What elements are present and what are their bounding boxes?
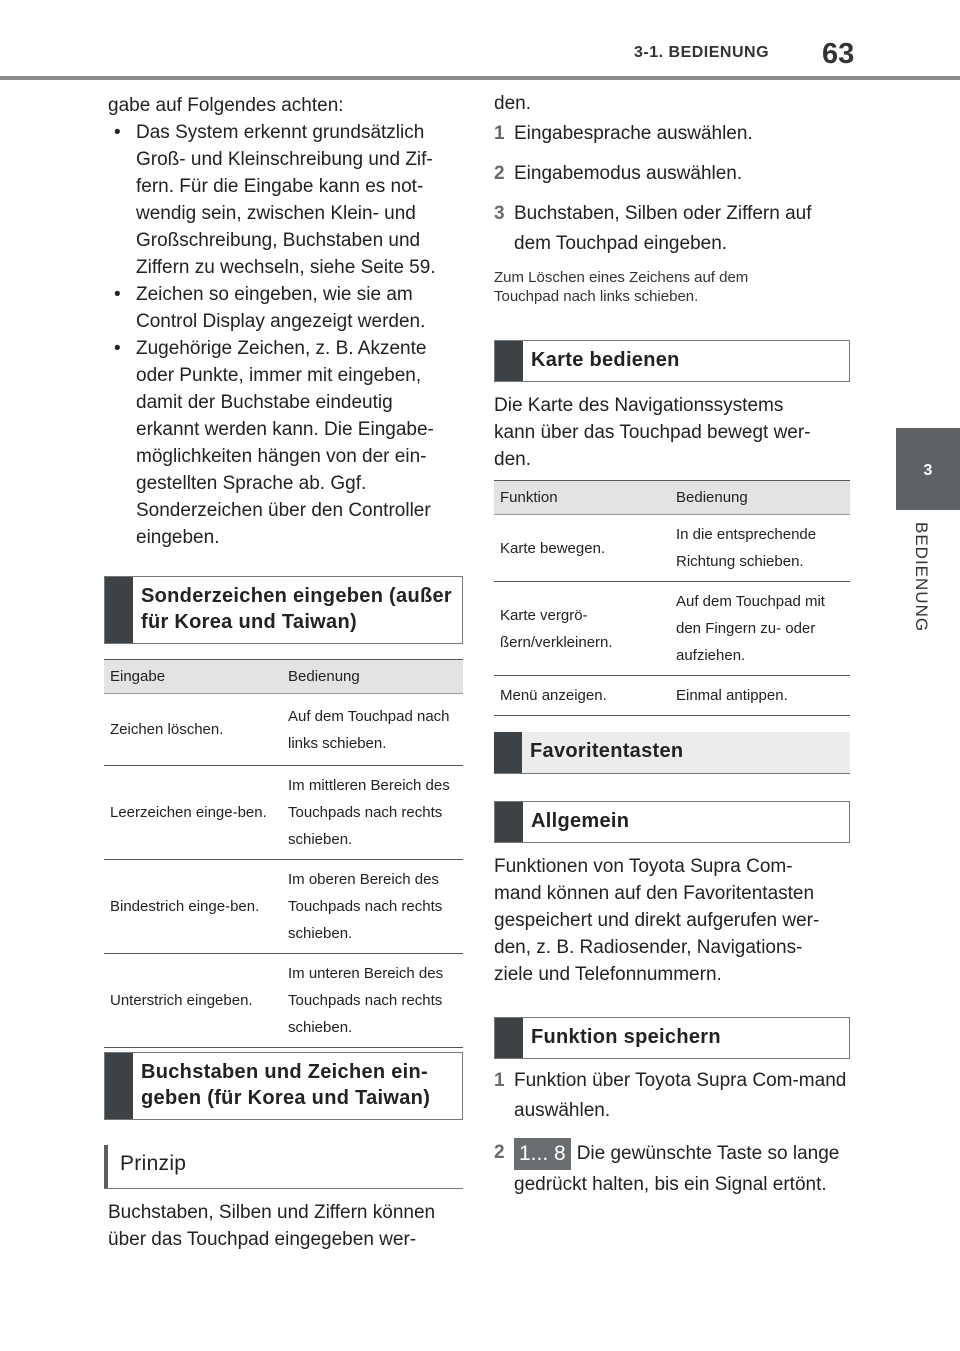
table-row	[104, 766, 463, 860]
section-header-allgemein	[494, 801, 850, 843]
karte-text: Die Karte des Navigationssystems kann über das Touchpad bewegt wer-den.	[494, 395, 811, 470]
step-text: Eingabemodus auswählen.	[514, 163, 743, 184]
chapter-tab[interactable]: 3	[896, 428, 960, 510]
step-item	[494, 119, 850, 149]
map-table	[494, 480, 850, 716]
header-divider	[0, 76, 960, 80]
page-number: 63	[822, 38, 855, 70]
column-header: Funktion	[494, 481, 670, 515]
table-row	[104, 694, 463, 766]
table-cell: Im oberen Bereich des Touchpads nach rechts schieben.	[282, 860, 463, 954]
table-cell: In die entsprechende Richtung schieben.	[670, 515, 850, 582]
list-item: • Das System erkennt grundsätzlich Groß- und Kleinschreibung und Zif-fern. Für die Eingabe kann es not-wendig sein, zwischen Klein- und Großschreibung, Buchstaben und Ziffern zu wechseln, siehe Seite 59.	[108, 119, 458, 281]
section-title: Favoritentasten	[530, 740, 684, 762]
step-number: 2	[494, 163, 505, 184]
section-header-karte	[494, 340, 850, 382]
table-cell: Einmal antippen.	[670, 676, 850, 716]
section-title: Funktion speichern	[531, 1026, 721, 1048]
left-intro: gabe auf Folgendes achten:	[108, 95, 344, 116]
section-title: Allgemein	[531, 810, 630, 832]
step-text: Eingabesprache auswählen.	[514, 123, 753, 144]
table-cell: Karte bewegen.	[494, 515, 670, 582]
step-text: Buchstaben, Silben oder Ziffern auf dem Touchpad eingeben.	[514, 203, 812, 254]
table-cell: Unterstrich eingeben.	[104, 954, 282, 1048]
table-row	[104, 860, 463, 954]
chapter-side-label: BEDIENUNG	[912, 522, 931, 633]
note-text: Zum Löschen eines Zeichens auf dem Touchpad nach links schieben.	[494, 269, 749, 305]
table-cell: Im mittleren Bereich des Touchpads nach rechts schieben.	[282, 766, 463, 860]
step-item	[494, 199, 850, 259]
table-row	[494, 676, 850, 716]
section-header-favoriten	[494, 732, 850, 774]
favorite-key-icon: 1... 8	[514, 1138, 571, 1170]
steps-input	[494, 119, 850, 259]
section-marker	[105, 1053, 133, 1119]
table-row	[494, 515, 850, 582]
section-marker	[494, 732, 522, 773]
section-header-special-chars	[104, 576, 463, 644]
section-marker	[495, 1018, 523, 1058]
table-cell: Auf dem Touchpad mit den Fingern zu- oder aufziehen.	[670, 582, 850, 676]
table-row	[494, 582, 850, 676]
section-title: Karte bedienen	[531, 349, 680, 371]
table-header-row	[494, 481, 850, 515]
table-cell: Menü anzeigen.	[494, 676, 670, 716]
step-item	[494, 159, 850, 189]
bullet-list	[108, 119, 458, 551]
section-marker	[495, 802, 523, 842]
right-continuation: den.	[494, 93, 531, 114]
table-row	[104, 954, 463, 1048]
section-title: Buchstaben und Zeichen ein-geben (für Korea und Taiwan)	[141, 1061, 431, 1109]
chapter-title: 3-1. BEDIENUNG	[634, 44, 770, 61]
section-header-prinzip	[104, 1145, 463, 1189]
table-cell: Karte vergrö-ßern/verkleinern.	[494, 582, 670, 676]
section-title: Prinzip	[120, 1152, 187, 1175]
table-header-row	[104, 660, 463, 694]
step-content	[514, 1138, 850, 1200]
table-cell: Bindestrich einge-ben.	[104, 860, 282, 954]
allgemein-text: Funktionen von Toyota Supra Com-mand können auf den Favoritentasten gespeichert und direkt aufgerufen wer-den, z. B. Radiosender, Navigations-ziele und Telefonnummern.	[494, 856, 820, 985]
section-header-speichern	[494, 1017, 850, 1059]
step-text: Funktion über Toyota Supra Com-mand auswählen.	[514, 1070, 847, 1121]
step-number: 1	[494, 1070, 505, 1091]
section-header-korea	[104, 1052, 463, 1120]
column-header: Bedienung	[670, 481, 850, 515]
section-title: Sonderzeichen eingeben (außer für Korea und Taiwan)	[141, 585, 452, 633]
step-number: 1	[494, 123, 505, 144]
section-marker	[105, 577, 133, 643]
step-item	[494, 1138, 850, 1200]
step-number: 2	[494, 1142, 505, 1163]
column-header: Eingabe	[104, 660, 282, 694]
column-header: Bedienung	[282, 660, 463, 694]
table-cell: Im unteren Bereich des Touchpads nach rechts schieben.	[282, 954, 463, 1048]
step-number: 3	[494, 203, 505, 224]
table-cell: Auf dem Touchpad nach links schieben.	[282, 694, 463, 766]
table-cell: Leerzeichen einge-ben.	[104, 766, 282, 860]
input-table	[104, 659, 463, 1048]
section-marker	[495, 341, 523, 381]
step-item	[494, 1066, 850, 1126]
list-item: • Zugehörige Zeichen, z. B. Akzente oder Punkte, immer mit eingeben, damit der Buchstabe eindeutig erkannt werden kann. Die Eingabe-möglichkeiten hängen von der ein-gestellten Sprache ab. Ggf. Sonderzeichen über den Controller eingeben.	[108, 335, 458, 551]
step-text: Die gewünschte Taste so lange gedrückt halten, bis ein Signal ertönt.	[514, 1143, 840, 1195]
list-item: • Zeichen so eingeben, wie sie am Control Display angezeigt werden.	[108, 281, 458, 335]
prinzip-text: Buchstaben, Silben und Ziffern können über das Touchpad eingegeben wer-	[108, 1202, 436, 1250]
steps-save	[494, 1066, 850, 1200]
table-cell: Zeichen löschen.	[104, 694, 282, 766]
